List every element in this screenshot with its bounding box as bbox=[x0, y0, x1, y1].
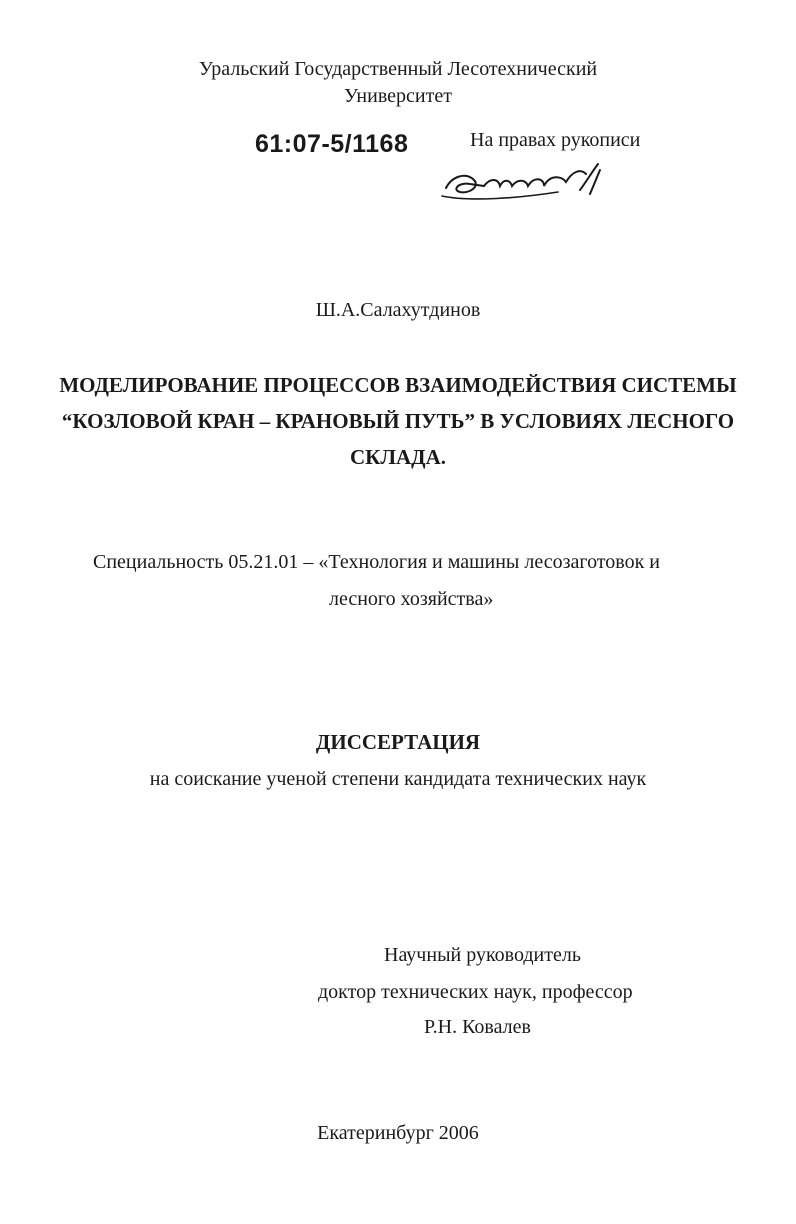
title-line-2: “КОЗЛОВОЙ КРАН – КРАНОВЫЙ ПУТЬ” В УСЛОВИЯХ ЛЕСНОГО bbox=[61, 409, 735, 433]
supervisor-credentials: доктор технических наук, профессор bbox=[318, 981, 633, 1003]
title-line-3: СКЛАДА. bbox=[349, 445, 447, 469]
degree-description: на соискание ученой степени кандидата технических наук bbox=[149, 768, 647, 790]
dissertation-title bbox=[0, 367, 796, 475]
document-type: ДИССЕРТАЦИЯ bbox=[315, 730, 481, 754]
author-name: Ш.А.Салахутдинов bbox=[315, 299, 481, 321]
title-line-1: МОДЕЛИРОВАНИЕ ПРОЦЕССОВ ВЗАИМОДЕЙСТВИЯ СИСТЕМЫ bbox=[59, 373, 737, 397]
catalog-code: 61:07-5/1168 bbox=[255, 130, 409, 158]
city-year: Екатеринбург 2006 bbox=[317, 1122, 479, 1144]
specialty-line-2: лесного хозяйства» bbox=[329, 588, 494, 610]
supervisor-role: Научный руководитель bbox=[384, 944, 581, 966]
handwritten-signature bbox=[440, 158, 615, 208]
institution-line-2: Университет bbox=[344, 85, 452, 107]
rights-note: На правах рукописи bbox=[470, 129, 641, 151]
specialty-line-1: Специальность 05.21.01 – «Технология и машины лесозаготовок и bbox=[93, 551, 661, 573]
institution-line-1: Уральский Государственный Лесотехнический bbox=[198, 58, 598, 80]
institution-name bbox=[0, 56, 796, 110]
supervisor-name: Р.Н. Ковалев bbox=[424, 1016, 531, 1038]
